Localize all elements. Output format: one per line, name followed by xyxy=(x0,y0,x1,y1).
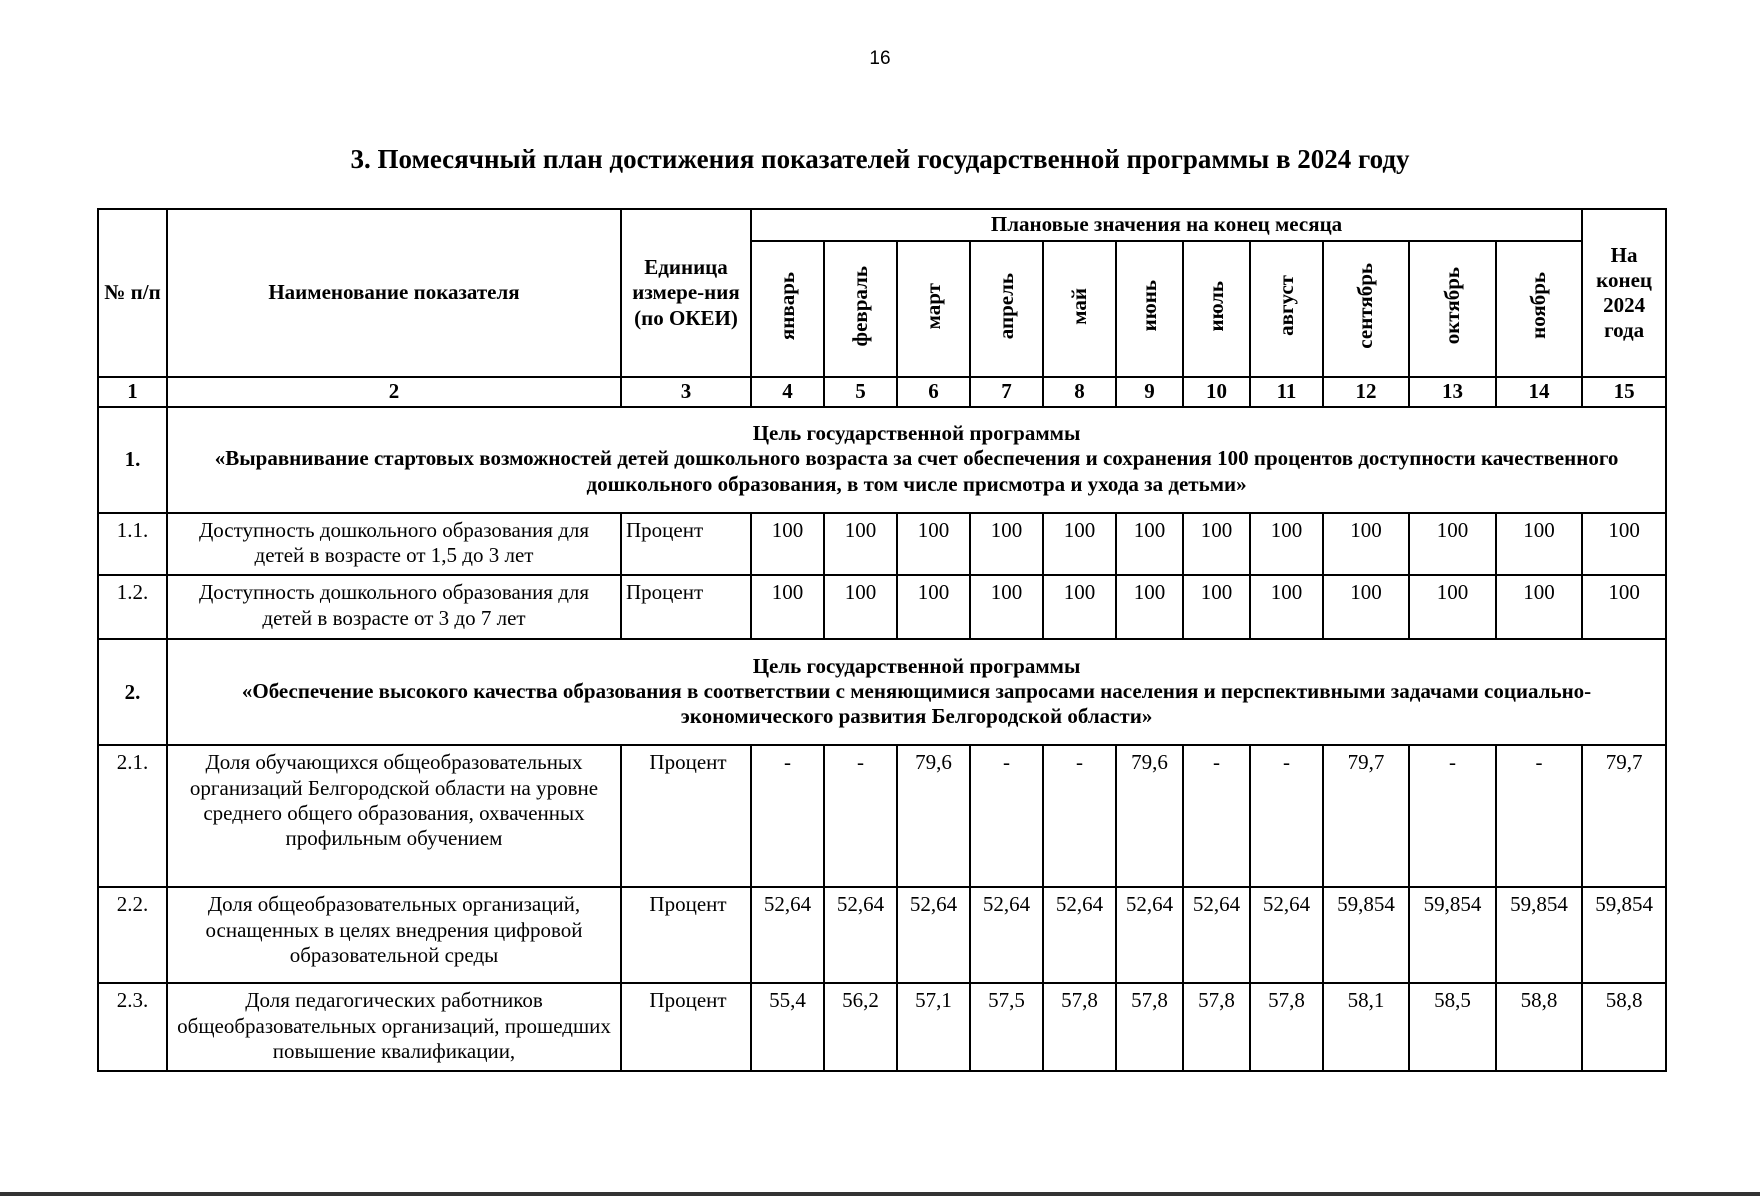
month-value: 52,64 xyxy=(1116,887,1183,983)
month-value: 79,7 xyxy=(1323,745,1409,887)
month-label: январь xyxy=(774,271,799,340)
column-index-row xyxy=(98,377,1666,407)
indicator-number: 2.1. xyxy=(98,745,167,887)
month-value: 52,64 xyxy=(751,887,824,983)
month-value: 52,64 xyxy=(1183,887,1250,983)
header-month xyxy=(897,241,970,377)
column-index: 3 xyxy=(621,377,751,407)
header-name: Наименование показателя xyxy=(167,209,621,377)
month-value: 52,64 xyxy=(824,887,897,983)
month-value: 100 xyxy=(1183,575,1250,639)
month-value: 100 xyxy=(1116,575,1183,639)
month-value: 58,8 xyxy=(1496,983,1582,1071)
month-value: 100 xyxy=(1250,513,1323,575)
month-label: июнь xyxy=(1136,280,1161,332)
indicator-row xyxy=(98,575,1666,639)
indicator-unit: Процент xyxy=(621,575,751,639)
header-month xyxy=(751,241,824,377)
month-value: - xyxy=(1409,745,1496,887)
month-value: 100 xyxy=(1043,575,1116,639)
month-value: 100 xyxy=(970,513,1043,575)
header-month xyxy=(970,241,1043,377)
column-index: 1 xyxy=(98,377,167,407)
goal-label: Цель государственной программы xyxy=(752,421,1081,446)
goal-row xyxy=(98,639,1666,745)
month-value: - xyxy=(1183,745,1250,887)
month-value: 100 xyxy=(970,575,1043,639)
indicator-row xyxy=(98,513,1666,575)
goal-text: «Обеспечение высокого качества образования в соответствии с меняющимися запросами населения и перспективными задачами социально-экономического развития Белгородской области» xyxy=(241,678,1592,728)
indicator-name: Доля педагогических работников общеобразовательных организаций, прошедших повышение квалификации, xyxy=(167,983,621,1071)
month-value: 100 xyxy=(1323,513,1409,575)
month-value: 100 xyxy=(1183,513,1250,575)
indicator-name: Доступность дошкольного образования для детей в возрасте от 1,5 до 3 лет xyxy=(167,513,621,575)
month-value: 55,4 xyxy=(751,983,824,1071)
month-label: сентябрь xyxy=(1353,263,1378,349)
column-index: 9 xyxy=(1116,377,1183,407)
month-value: 100 xyxy=(751,575,824,639)
page-bottom-rule xyxy=(0,1192,1760,1196)
goal-text: «Выравнивание стартовых возможностей детей дошкольного возраста за счет обеспечения и сохранения 100 процентов доступности качественного дошкольного образования, в том числе присмотра и ухода за детьми» xyxy=(214,446,1619,496)
column-index: 15 xyxy=(1582,377,1666,407)
column-index: 6 xyxy=(897,377,970,407)
month-label: март xyxy=(920,282,945,330)
sections-body xyxy=(98,407,1666,1071)
header-row-top xyxy=(98,209,1666,241)
header-num: № п/п xyxy=(98,209,167,377)
goal-label: Цель государственной программы xyxy=(752,653,1081,678)
indicator-row xyxy=(98,745,1666,887)
month-value: - xyxy=(1250,745,1323,887)
indicator-unit: Процент xyxy=(621,887,751,983)
month-value: 52,64 xyxy=(1250,887,1323,983)
month-value: 100 xyxy=(751,513,824,575)
month-value: 100 xyxy=(1409,513,1496,575)
month-value: 100 xyxy=(1496,513,1582,575)
month-value: 100 xyxy=(1496,575,1582,639)
page-number: 16 xyxy=(869,48,891,69)
month-value: 57,8 xyxy=(1043,983,1116,1071)
month-value: 100 xyxy=(1043,513,1116,575)
month-value: - xyxy=(1496,745,1582,887)
month-value: 100 xyxy=(1409,575,1496,639)
indicator-name: Доступность дошкольного образования для детей в возрасте от 3 до 7 лет xyxy=(167,575,621,639)
month-value: 52,64 xyxy=(1043,887,1116,983)
header-month xyxy=(1116,241,1183,377)
month-value: 57,1 xyxy=(897,983,970,1071)
month-label: ноябрь xyxy=(1526,272,1551,340)
column-index: 11 xyxy=(1250,377,1323,407)
column-index: 4 xyxy=(751,377,824,407)
header-month xyxy=(1043,241,1116,377)
header-unit: Единица измере-ния (по ОКЕИ) xyxy=(621,209,751,377)
month-value: - xyxy=(824,745,897,887)
month-value: 56,2 xyxy=(824,983,897,1071)
header-month xyxy=(1496,241,1582,377)
month-value: 100 xyxy=(897,575,970,639)
month-label: август xyxy=(1273,275,1298,337)
column-index: 8 xyxy=(1043,377,1116,407)
indicator-number: 1.2. xyxy=(98,575,167,639)
month-value: 57,8 xyxy=(1250,983,1323,1071)
header-month xyxy=(1183,241,1250,377)
month-value: 57,8 xyxy=(1116,983,1183,1071)
header-plan-group: Плановые значения на конец месяца xyxy=(751,209,1582,241)
month-value: 52,64 xyxy=(897,887,970,983)
month-value: 57,5 xyxy=(970,983,1043,1071)
month-label: май xyxy=(1066,287,1091,325)
year-end-value: 58,8 xyxy=(1582,983,1666,1071)
header-month xyxy=(1250,241,1323,377)
month-label: апрель xyxy=(993,272,1018,340)
header-month xyxy=(824,241,897,377)
month-value: 58,5 xyxy=(1409,983,1496,1071)
indicator-number: 2.3. xyxy=(98,983,167,1071)
indicators-plan-table xyxy=(97,208,1667,1072)
month-label: февраль xyxy=(847,265,872,347)
month-value: 79,6 xyxy=(897,745,970,887)
goal-number: 2. xyxy=(98,639,167,745)
indicator-name: Доля общеобразовательных организаций, оснащенных в целях внедрения цифровой образовательной среды xyxy=(167,887,621,983)
goal-row xyxy=(98,407,1666,513)
column-index: 12 xyxy=(1323,377,1409,407)
header-month xyxy=(1409,241,1496,377)
goal-description xyxy=(167,407,1666,513)
document-title: 3. Помесячный план достижения показателей государственной программы в 2024 году xyxy=(350,144,1410,174)
month-value: - xyxy=(970,745,1043,887)
column-index: 13 xyxy=(1409,377,1496,407)
month-value: 59,854 xyxy=(1323,887,1409,983)
column-index: 10 xyxy=(1183,377,1250,407)
month-value: 57,8 xyxy=(1183,983,1250,1071)
month-value: 100 xyxy=(824,513,897,575)
month-value: 58,1 xyxy=(1323,983,1409,1071)
column-index: 2 xyxy=(167,377,621,407)
indicator-unit: Процент xyxy=(621,745,751,887)
year-end-value: 100 xyxy=(1582,513,1666,575)
month-value: 59,854 xyxy=(1409,887,1496,983)
month-value: 100 xyxy=(1323,575,1409,639)
month-value: 52,64 xyxy=(970,887,1043,983)
column-index: 14 xyxy=(1496,377,1582,407)
year-end-value: 100 xyxy=(1582,575,1666,639)
month-value: - xyxy=(1043,745,1116,887)
month-label: октябрь xyxy=(1439,267,1464,345)
header-year-end: На конец 2024 года xyxy=(1582,209,1666,377)
indicator-unit: Процент xyxy=(621,983,751,1071)
indicator-name: Доля обучающихся общеобразовательных организаций Белгородской области на уровне среднего общего образования, охваченных профильным обучением xyxy=(167,745,621,887)
year-end-value: 59,854 xyxy=(1582,887,1666,983)
indicator-row xyxy=(98,983,1666,1071)
goal-number: 1. xyxy=(98,407,167,513)
column-index: 7 xyxy=(970,377,1043,407)
indicator-unit: Процент xyxy=(621,513,751,575)
month-value: 100 xyxy=(897,513,970,575)
month-label: июль xyxy=(1203,280,1228,332)
month-value: 100 xyxy=(824,575,897,639)
month-value: - xyxy=(751,745,824,887)
indicator-number: 1.1. xyxy=(98,513,167,575)
indicator-row xyxy=(98,887,1666,983)
indicator-number: 2.2. xyxy=(98,887,167,983)
month-value: 79,6 xyxy=(1116,745,1183,887)
month-value: 100 xyxy=(1116,513,1183,575)
year-end-value: 79,7 xyxy=(1582,745,1666,887)
header-month xyxy=(1323,241,1409,377)
month-value: 100 xyxy=(1250,575,1323,639)
month-value: 59,854 xyxy=(1496,887,1582,983)
goal-description xyxy=(167,639,1666,745)
column-index: 5 xyxy=(824,377,897,407)
